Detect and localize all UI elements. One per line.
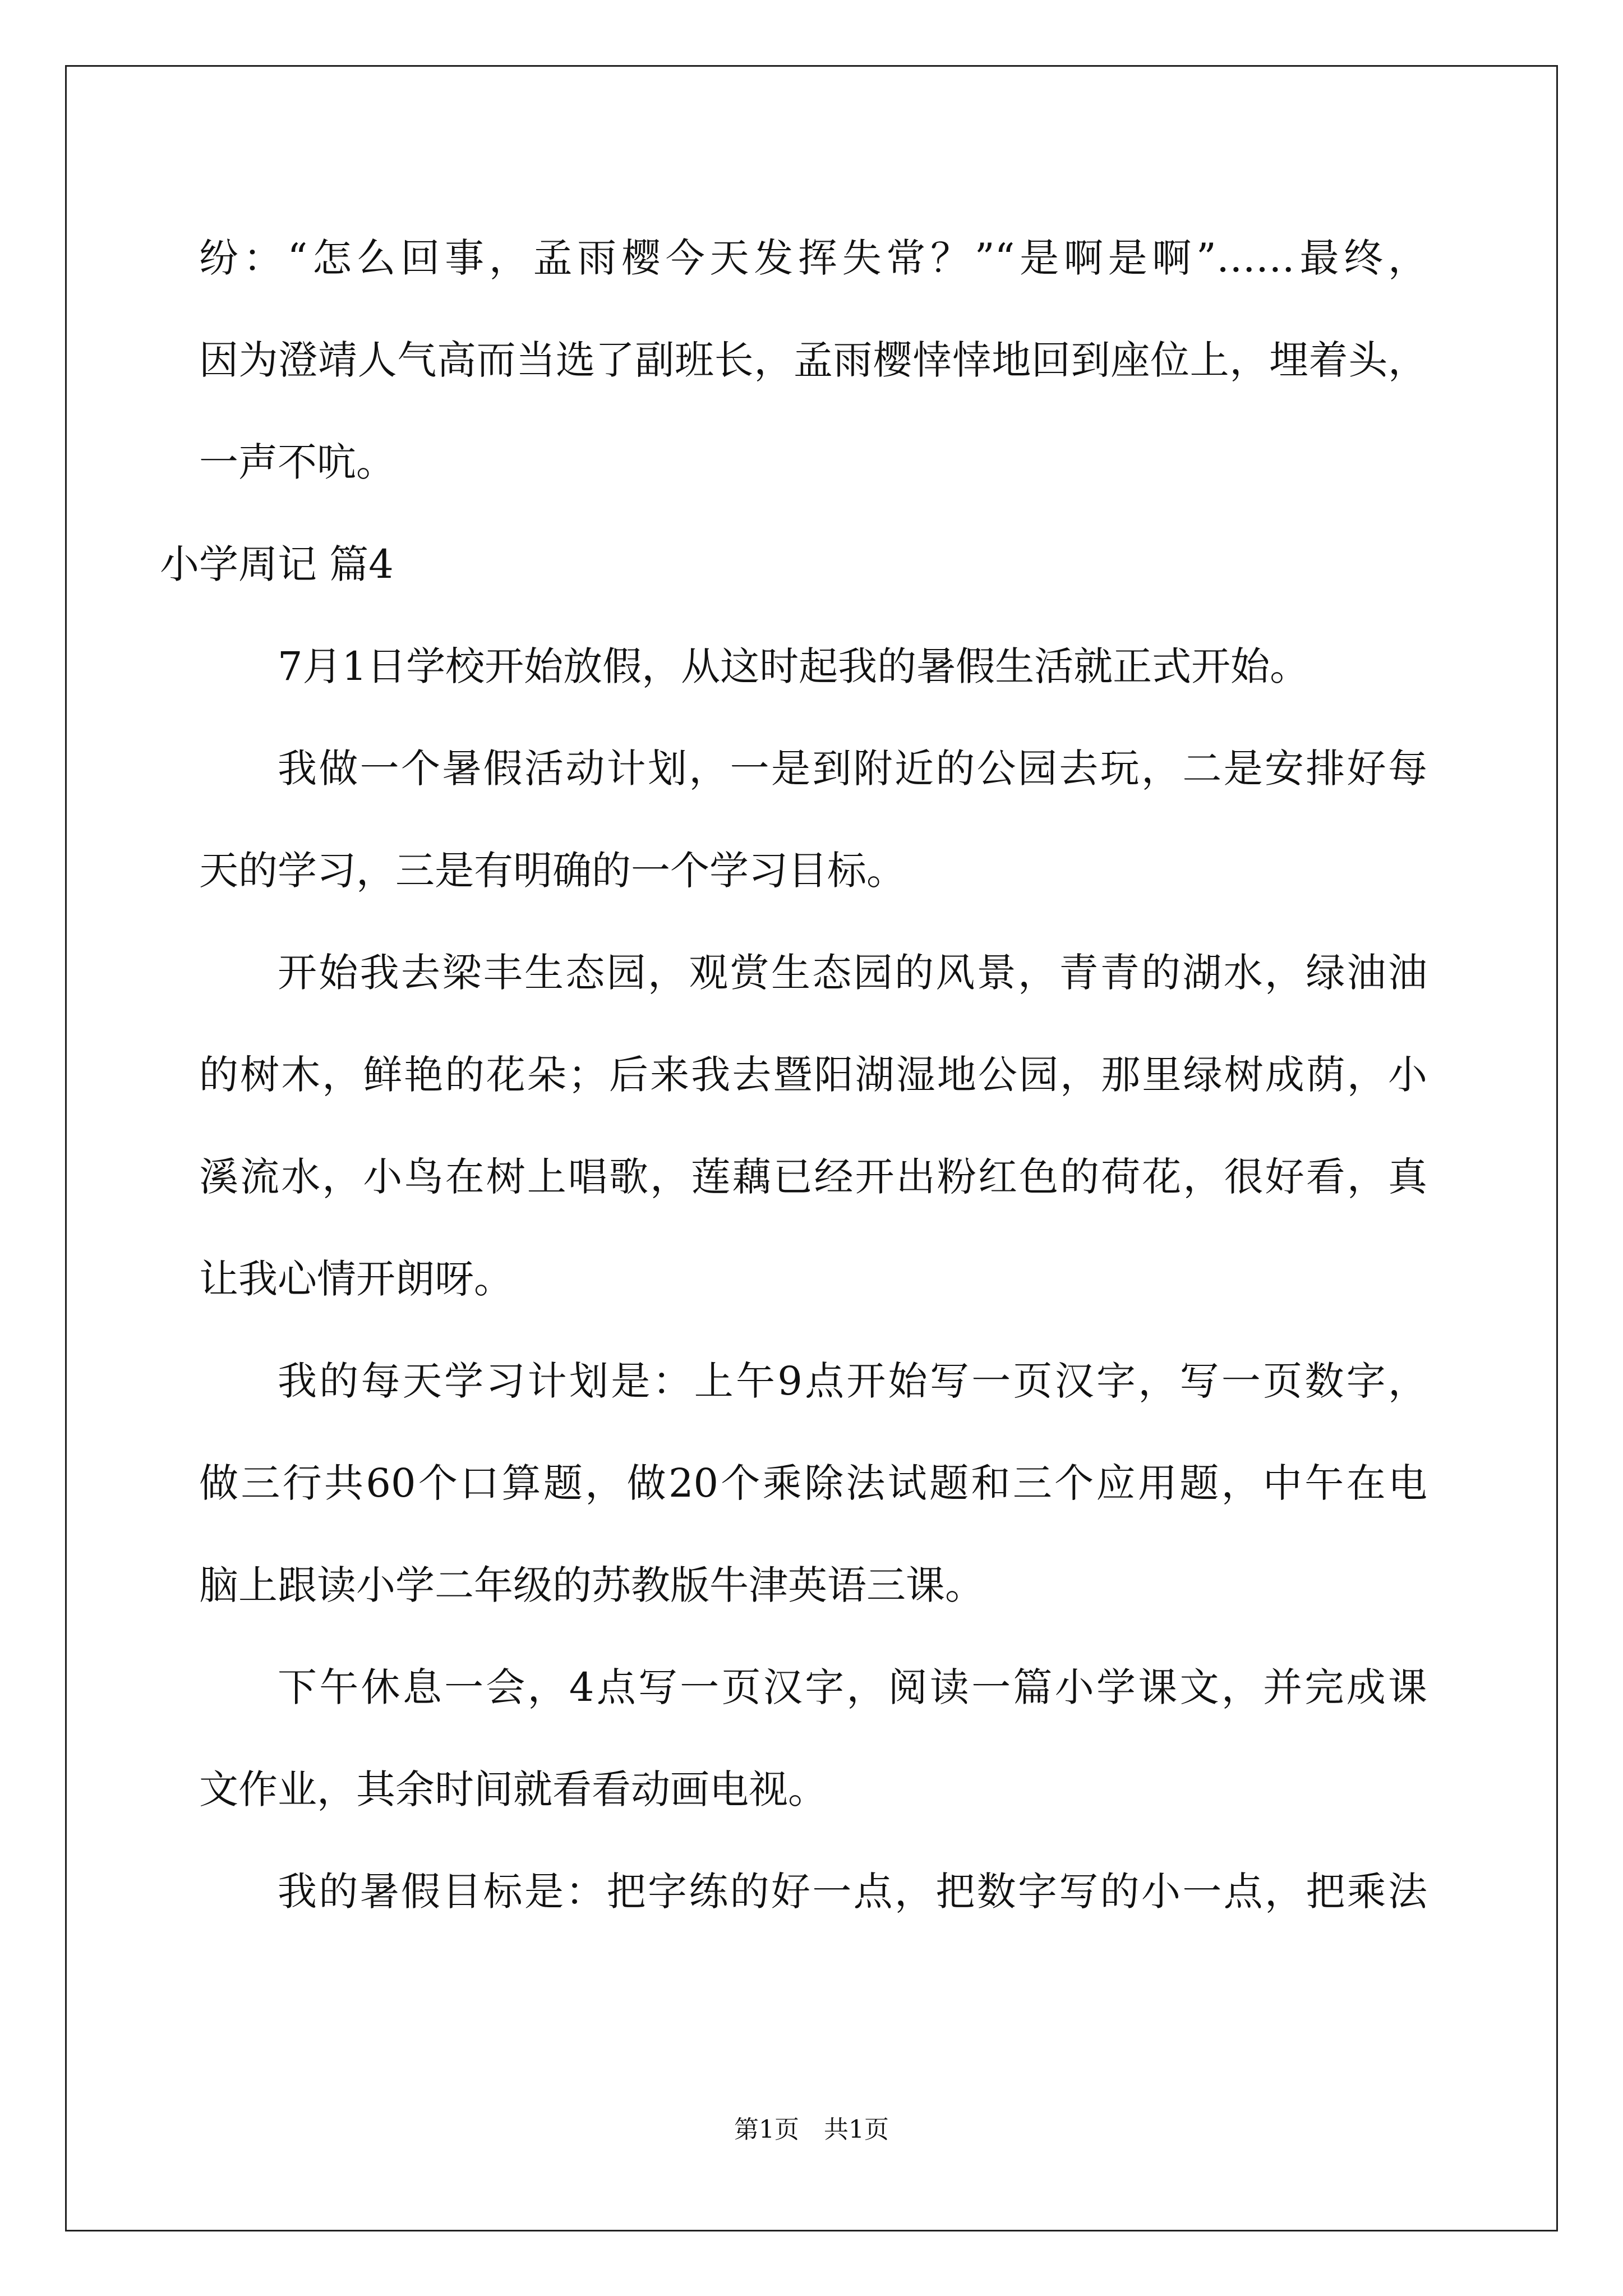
text-line: 天的学习，三是有明确的一个学习目标。	[199, 848, 906, 894]
page-footer: 第1页 共1页	[734, 2115, 889, 2144]
text-line: 溪流水，小鸟在树上唱歌，莲藕已经开出粉红色的荷花，很好看，真	[199, 1154, 1427, 1200]
text-line: 我的暑假目标是：把字练的好一点，把数字写的小一点，把乘法	[278, 1869, 1427, 1915]
text-line: 我做一个暑假活动计划，一是到附近的公园去玩，二是安排好每	[278, 746, 1427, 792]
text-line: 纷：“怎么回事，孟雨樱今天发挥失常？”“是啊是啊”……最终，	[199, 235, 1427, 281]
text-line: 做三行共60个口算题，做20个乘除法试题和三个应用题，中午在电	[199, 1460, 1427, 1506]
text-line: 7月1日学校开始放假，从这时起我的暑假生活就正式开始。	[278, 643, 1310, 689]
section-heading: 小学周记 篇4	[160, 541, 394, 587]
text-line: 让我心情开朗呀。	[199, 1256, 513, 1302]
text-line: 的树木，鲜艳的花朵；后来我去暨阳湖湿地公园，那里绿树成荫，小	[199, 1052, 1427, 1098]
text-line: 开始我去梁丰生态园，观赏生态园的风景，青青的湖水，绿油油	[278, 950, 1427, 996]
text-line: 脑上跟读小学二年级的苏教版牛津英语三课。	[199, 1562, 984, 1608]
text-line: 因为澄靖人气高而当选了副班长，孟雨樱悻悻地回到座位上，埋着头，	[199, 337, 1427, 383]
text-line: 文作业，其余时间就看看动画电视。	[199, 1766, 827, 1812]
text-line: 一声不吭。	[199, 439, 395, 485]
text-line: 我的每天学习计划是：上午9点开始写一页汉字，写一页数字，	[278, 1358, 1427, 1404]
text-line: 下午休息一会，4点写一页汉字，阅读一篇小学课文，并完成课	[278, 1664, 1427, 1710]
